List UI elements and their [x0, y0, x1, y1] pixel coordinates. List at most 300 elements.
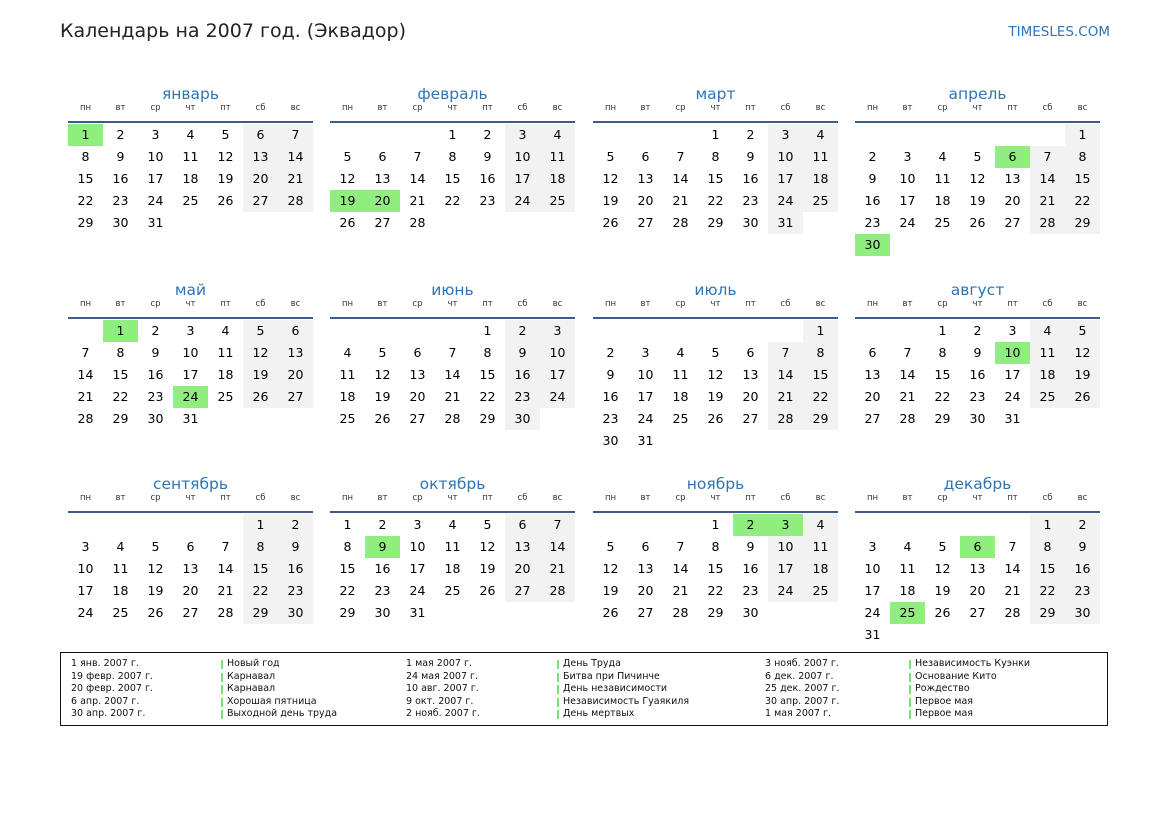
day-cell: 16 [479, 171, 496, 186]
legend-holiday-name: Карнавал [221, 683, 337, 696]
day-cell: 21 [672, 193, 689, 208]
day-cell: 7 [278, 124, 313, 146]
day-cell: 18 [672, 389, 689, 404]
day-cell: 13 [243, 146, 278, 168]
day-cell: 15 [243, 558, 278, 580]
day-cell: 15 [934, 367, 951, 382]
weekday-label: вс [815, 299, 826, 309]
day-cell: 13 [864, 367, 881, 382]
day-cell: 6 [413, 345, 422, 360]
weekday-label: вт [640, 493, 651, 503]
day-cell: 9 [606, 367, 615, 382]
weekday-label: ср [412, 103, 423, 113]
day-cell: 31 [1004, 411, 1021, 426]
day-cell: 16 [278, 558, 313, 580]
day-cell: 28 [1030, 212, 1065, 234]
day-cell: 3 [151, 127, 160, 142]
day-cell: 17 [147, 171, 164, 186]
day-cell: 1 [938, 323, 947, 338]
day-cell: 21 [217, 583, 234, 598]
day-cell: 10 [77, 561, 94, 576]
day-cell: 11 [112, 561, 129, 576]
day-cell: 4 [343, 345, 352, 360]
weekday-label: вт [115, 493, 126, 503]
day-cell: 12 [969, 171, 986, 186]
weekday-label: вт [115, 299, 126, 309]
day-cell: 2 [116, 127, 125, 142]
legend-holiday-name: Первое мая [909, 708, 1030, 721]
day-cell: 2 [746, 127, 755, 142]
legend-name-column [221, 658, 337, 721]
legend-date: 30 апр. 2007 г. [765, 695, 840, 707]
day-cell: 15 [1065, 168, 1100, 190]
day-cell: 15 [112, 367, 129, 382]
day-cell: 16 [602, 389, 619, 404]
day-cell: 13 [278, 342, 313, 364]
day-cell: 13 [742, 367, 759, 382]
legend-holiday-name: Карнавал [221, 671, 337, 684]
day-cell: 22 [112, 389, 129, 404]
day-cell: 13 [374, 171, 391, 186]
day-cell: 1 [448, 127, 457, 142]
weekday-label: сб [780, 299, 791, 309]
day-cell: 14 [540, 536, 575, 558]
weekday-label: ср [937, 493, 948, 503]
day-cell: 22 [479, 389, 496, 404]
day-cell: 4 [221, 323, 230, 338]
site-link[interactable]: TIMESLES.COM [1008, 24, 1110, 40]
day-cell: 4 [448, 517, 457, 532]
day-cell: 5 [343, 149, 352, 164]
day-cell: 30 [278, 602, 313, 624]
legend-holiday-name: Независимость Гуаякиля [557, 696, 689, 709]
day-cell: 9 [746, 539, 755, 554]
day-cell: 21 [278, 168, 313, 190]
day-cell: 5 [606, 149, 615, 164]
holiday-day-cell: 3 [768, 514, 803, 536]
day-cell: 25 [803, 190, 838, 212]
month-name: июнь [431, 281, 474, 299]
day-cell: 6 [278, 320, 313, 342]
day-cell: 5 [151, 539, 160, 554]
weekday-label: чт [710, 493, 721, 503]
weekday-label: ср [675, 299, 686, 309]
day-cell: 7 [676, 149, 685, 164]
header-rule [68, 121, 313, 123]
day-cell: 6 [746, 345, 755, 360]
header-rule [330, 121, 575, 123]
day-cell: 24 [864, 605, 881, 620]
day-cell: 26 [707, 411, 724, 426]
day-cell: 9 [868, 171, 877, 186]
day-cell: 21 [540, 558, 575, 580]
day-cell: 24 [147, 193, 164, 208]
day-cell: 26 [934, 605, 951, 620]
day-cell: 10 [864, 561, 881, 576]
day-cell: 16 [505, 364, 540, 386]
weekday-label: сб [780, 493, 791, 503]
day-cell: 28 [409, 215, 426, 230]
day-cell: 3 [413, 517, 422, 532]
day-cell: 13 [409, 367, 426, 382]
day-cell: 7 [413, 149, 422, 164]
day-cell: 30 [742, 215, 759, 230]
legend-holiday-name: День независимости [557, 683, 689, 696]
day-cell: 26 [1065, 386, 1100, 408]
day-cell: 12 [1065, 342, 1100, 364]
day-cell: 20 [278, 364, 313, 386]
day-cell: 23 [742, 193, 759, 208]
legend-date: 2 нояб. 2007 г. [406, 708, 480, 719]
day-cell: 5 [1065, 320, 1100, 342]
day-cell: 22 [803, 386, 838, 408]
day-cell: 3 [768, 124, 803, 146]
day-cell: 11 [934, 171, 951, 186]
day-cell: 8 [483, 345, 492, 360]
weekday-label: вс [1077, 299, 1088, 309]
legend-holiday-name: День мертвых [557, 708, 689, 721]
day-cell: 11 [540, 146, 575, 168]
weekday-label: вт [377, 493, 388, 503]
day-cell: 20 [637, 193, 654, 208]
header-rule [593, 121, 838, 123]
weekday-label: сб [517, 103, 528, 113]
day-cell: 23 [374, 583, 391, 598]
day-cell: 4 [903, 539, 912, 554]
day-cell: 28 [899, 411, 916, 426]
day-cell: 2 [378, 517, 387, 532]
day-cell: 11 [444, 539, 461, 554]
day-cell: 14 [217, 561, 234, 576]
weekday-label: сб [1042, 299, 1053, 309]
day-cell: 18 [112, 583, 129, 598]
day-cell: 6 [641, 149, 650, 164]
day-cell: 15 [339, 561, 356, 576]
day-cell: 1 [1030, 514, 1065, 536]
day-cell: 26 [602, 215, 619, 230]
weekday-label: пт [482, 299, 493, 309]
day-cell: 21 [77, 389, 94, 404]
weekday-label: чт [710, 103, 721, 113]
weekday-label: вт [377, 103, 388, 113]
day-cell: 13 [969, 561, 986, 576]
month-name: апрель [948, 85, 1007, 103]
legend-date: 25 дек. 2007 г. [765, 683, 840, 694]
day-cell: 3 [186, 323, 195, 338]
legend-holiday-name: Независимость Куэнки [909, 658, 1030, 671]
day-cell: 3 [641, 345, 650, 360]
day-cell: 10 [182, 345, 199, 360]
day-cell: 10 [147, 149, 164, 164]
month-name: декабрь [943, 475, 1012, 493]
weekday-label: вт [902, 299, 913, 309]
day-cell: 18 [444, 561, 461, 576]
day-cell: 13 [637, 561, 654, 576]
day-cell: 1 [1065, 124, 1100, 146]
weekday-label: пн [604, 103, 617, 113]
day-cell: 4 [1030, 320, 1065, 342]
day-cell: 10 [899, 171, 916, 186]
day-cell: 15 [77, 171, 94, 186]
day-cell: 28 [77, 411, 94, 426]
legend-holiday-name: Новый год [221, 658, 337, 671]
day-cell: 19 [602, 583, 619, 598]
day-cell: 21 [899, 389, 916, 404]
day-cell: 23 [112, 193, 129, 208]
weekday-label: пт [1007, 103, 1018, 113]
day-cell: 16 [374, 561, 391, 576]
day-cell: 4 [938, 149, 947, 164]
day-cell: 5 [938, 539, 947, 554]
weekday-label: вс [552, 103, 563, 113]
day-cell: 17 [505, 168, 540, 190]
header-rule [855, 511, 1100, 513]
day-cell: 22 [243, 580, 278, 602]
day-cell: 6 [186, 539, 195, 554]
weekday-label: ср [412, 493, 423, 503]
day-cell: 3 [1008, 323, 1017, 338]
day-cell: 14 [672, 171, 689, 186]
day-cell: 25 [672, 411, 689, 426]
weekday-label: пн [604, 493, 617, 503]
day-cell: 7 [768, 342, 803, 364]
day-cell: 27 [1004, 215, 1021, 230]
legend-date: 1 янв. 2007 г. [71, 658, 139, 669]
day-cell: 29 [934, 411, 951, 426]
day-cell: 7 [1008, 539, 1017, 554]
day-cell: 15 [1030, 558, 1065, 580]
day-cell: 11 [672, 367, 689, 382]
day-cell: 5 [711, 345, 720, 360]
legend-date: 1 мая 2007 г. [406, 658, 472, 669]
day-cell: 1 [803, 320, 838, 342]
day-cell: 10 [540, 342, 575, 364]
header-rule [330, 317, 575, 319]
weekday-label: ср [150, 299, 161, 309]
day-cell: 19 [969, 193, 986, 208]
day-cell: 17 [637, 389, 654, 404]
weekday-label: пт [482, 493, 493, 503]
day-cell: 20 [1004, 193, 1021, 208]
day-cell: 30 [147, 411, 164, 426]
day-cell: 22 [707, 193, 724, 208]
day-cell: 21 [444, 389, 461, 404]
weekday-label: вт [640, 299, 651, 309]
day-cell: 5 [606, 539, 615, 554]
legend-date: 24 мая 2007 г. [406, 670, 479, 682]
day-cell: 8 [448, 149, 457, 164]
day-cell: 21 [672, 583, 689, 598]
day-cell: 22 [1065, 190, 1100, 212]
weekday-label: ср [150, 493, 161, 503]
holiday-day-cell: 24 [173, 386, 208, 408]
day-cell: 26 [969, 215, 986, 230]
month-name: май [174, 281, 207, 299]
weekday-label: пт [745, 103, 756, 113]
day-cell: 16 [742, 171, 759, 186]
header-rule [330, 511, 575, 513]
day-cell: 26 [479, 583, 496, 598]
holiday-day-cell: 25 [890, 602, 925, 624]
weekday-label: ср [937, 103, 948, 113]
day-cell: 26 [339, 215, 356, 230]
day-cell: 12 [934, 561, 951, 576]
day-cell: 6 [243, 124, 278, 146]
day-cell: 8 [711, 539, 720, 554]
weekday-label: вс [815, 493, 826, 503]
day-cell: 4 [186, 127, 195, 142]
day-cell: 17 [768, 558, 803, 580]
legend-date: 1 мая 2007 г. [765, 708, 831, 719]
legend-name-column [909, 658, 1030, 721]
day-cell: 8 [81, 149, 90, 164]
day-cell: 20 [637, 583, 654, 598]
day-cell: 18 [803, 558, 838, 580]
month-name: февраль [417, 85, 488, 103]
day-cell: 23 [479, 193, 496, 208]
weekday-label: пн [79, 299, 92, 309]
month-name: январь [161, 85, 220, 103]
day-cell: 8 [116, 345, 125, 360]
page-title: Календарь на 2007 год. (Эквадор) [60, 20, 407, 42]
day-cell: 19 [934, 583, 951, 598]
day-cell: 20 [505, 558, 540, 580]
day-cell: 29 [77, 215, 94, 230]
header-rule [855, 121, 1100, 123]
day-cell: 17 [1004, 367, 1021, 382]
day-cell: 9 [973, 345, 982, 360]
day-cell: 11 [182, 149, 199, 164]
day-cell: 28 [672, 215, 689, 230]
day-cell: 16 [742, 561, 759, 576]
legend-date-column [406, 658, 480, 721]
day-cell: 25 [444, 583, 461, 598]
day-cell: 23 [742, 583, 759, 598]
day-cell: 27 [182, 605, 199, 620]
day-cell: 12 [602, 561, 619, 576]
day-cell: 24 [637, 411, 654, 426]
day-cell: 19 [374, 389, 391, 404]
day-cell: 24 [77, 605, 94, 620]
day-cell: 12 [339, 171, 356, 186]
day-cell: 27 [864, 411, 881, 426]
holiday-day-cell: 30 [855, 234, 890, 256]
day-cell: 27 [742, 411, 759, 426]
day-cell: 12 [374, 367, 391, 382]
month-name: октябрь [419, 475, 486, 493]
weekday-label: чт [710, 299, 721, 309]
day-cell: 2 [868, 149, 877, 164]
day-cell: 6 [505, 514, 540, 536]
day-cell: 16 [112, 171, 129, 186]
weekday-label: сб [255, 103, 266, 113]
weekday-label: сб [517, 493, 528, 503]
weekday-label: вс [815, 103, 826, 113]
legend-holiday-name: Хорошая пятница [221, 696, 337, 709]
day-cell: 21 [768, 386, 803, 408]
day-cell: 14 [672, 561, 689, 576]
day-cell: 30 [112, 215, 129, 230]
day-cell: 24 [1004, 389, 1021, 404]
day-cell: 20 [409, 389, 426, 404]
day-cell: 22 [934, 389, 951, 404]
day-cell: 11 [899, 561, 916, 576]
day-cell: 24 [768, 580, 803, 602]
day-cell: 25 [1030, 386, 1065, 408]
day-cell: 9 [505, 342, 540, 364]
day-cell: 3 [505, 124, 540, 146]
holiday-day-cell: 6 [995, 146, 1030, 168]
day-cell: 23 [1065, 580, 1100, 602]
day-cell: 2 [151, 323, 160, 338]
day-cell: 13 [1004, 171, 1021, 186]
day-cell: 27 [969, 605, 986, 620]
day-cell: 8 [243, 536, 278, 558]
weekday-label: сб [255, 299, 266, 309]
day-cell: 29 [1030, 602, 1065, 624]
day-cell: 27 [505, 580, 540, 602]
day-cell: 8 [1030, 536, 1065, 558]
legend-name-column [557, 658, 689, 721]
day-cell: 7 [676, 539, 685, 554]
day-cell: 23 [864, 215, 881, 230]
holiday-day-cell: 1 [68, 124, 103, 146]
weekday-label: вс [552, 299, 563, 309]
legend-date-column [765, 658, 840, 721]
day-cell: 12 [243, 342, 278, 364]
weekday-label: пт [220, 103, 231, 113]
weekday-label: сб [1042, 103, 1053, 113]
day-cell: 19 [707, 389, 724, 404]
day-cell: 22 [77, 193, 94, 208]
day-cell: 6 [378, 149, 387, 164]
day-cell: 28 [278, 190, 313, 212]
day-cell: 27 [637, 605, 654, 620]
day-cell: 11 [1030, 342, 1065, 364]
day-cell: 22 [1030, 580, 1065, 602]
legend-date-column [71, 658, 153, 721]
legend-date: 3 нояб. 2007 г. [765, 658, 839, 669]
day-cell: 19 [217, 171, 234, 186]
day-cell: 20 [182, 583, 199, 598]
weekday-label: пн [866, 493, 879, 503]
legend-date: 6 апр. 2007 г. [71, 695, 140, 707]
day-cell: 1 [711, 517, 720, 532]
day-cell: 2 [483, 127, 492, 142]
day-cell: 6 [868, 345, 877, 360]
day-cell: 5 [243, 320, 278, 342]
day-cell: 25 [339, 411, 356, 426]
day-cell: 17 [409, 561, 426, 576]
day-cell: 22 [707, 583, 724, 598]
weekday-label: чт [447, 299, 458, 309]
day-cell: 14 [899, 367, 916, 382]
legend-holiday-name: Основание Кито [909, 671, 1030, 684]
day-cell: 27 [637, 215, 654, 230]
day-cell: 30 [969, 411, 986, 426]
legend-holiday-name: Битва при Пичинче [557, 671, 689, 684]
day-cell: 29 [1065, 212, 1100, 234]
day-cell: 21 [409, 193, 426, 208]
day-cell: 11 [803, 146, 838, 168]
month-name: ноябрь [686, 475, 745, 493]
day-cell: 28 [444, 411, 461, 426]
day-cell: 3 [81, 539, 90, 554]
day-cell: 20 [742, 389, 759, 404]
day-cell: 25 [803, 580, 838, 602]
weekday-label: сб [780, 103, 791, 113]
day-cell: 4 [540, 124, 575, 146]
